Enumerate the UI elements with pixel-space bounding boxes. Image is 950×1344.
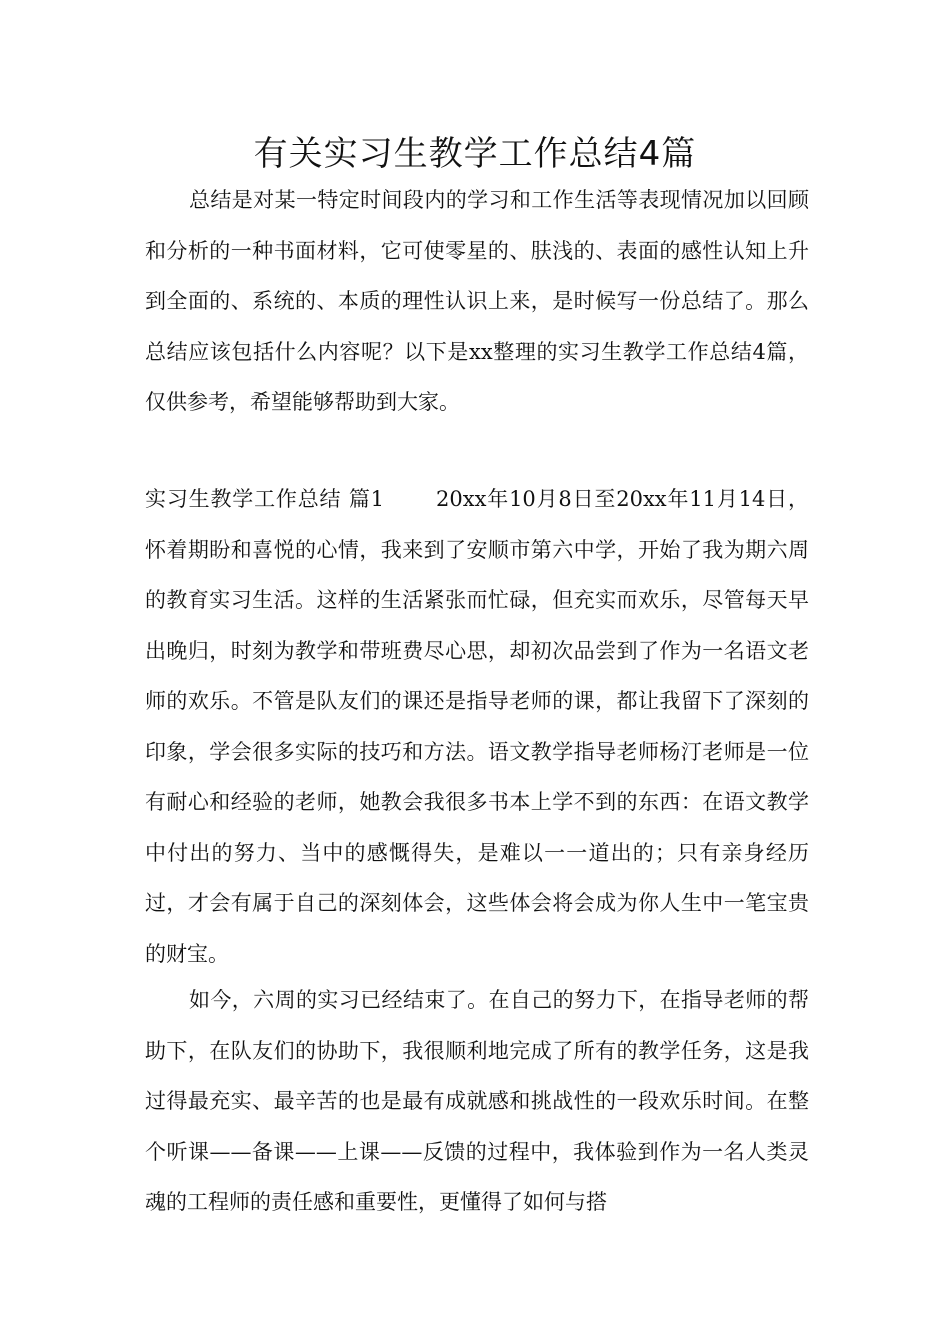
section-2-paragraph: 如今，六周的实习已经结束了。在自己的努力下，在指导老师的帮助下，在队友们的协助下，我很顺利地完成了所有的教学任务，这是我过得最充实、最辛苦的也是最有成就感和挑战性的一段欢乐时间。在整个听课——备课——上课——反馈的过程中，我体验到作为一名人类灵魂的工程师的责任感和重要性，更懂得了如何与搭: [145, 988, 809, 1214]
section-1-text: 20xx年10月8日至20xx年11月14日，怀着期盼和喜悦的心情，我来到了安顺市第六中学，开始了我为期六周的教育实习生活。这样的生活紧张而忙碌，但充实而欢乐，尽管每天早出晚归，时刻为教学和带班费尽心思，却初次品尝到了作为一名语文老师的欢乐。不管是队友们的课还是指导老师的课，都让我留下了深刻的印象，学会很多实际的技巧和方法。语文教学指导老师杨汀老师是一位有耐心和经验的老师，她教会我很多书本上学不到的东西：在语文教学中付出的努力、当中的感慨得失，是难以一一道出的；只有亲身经历过，才会有属于自己的深刻体会，这些体会将会成为你人生中一笔宝贵的财宝。: [145, 487, 809, 966]
intro-paragraph: 总结是对某一特定时间段内的学习和工作生活等表现情况加以回顾和分析的一种书面材料，它可使零星的、肤浅的、表面的感性认知上升到全面的、系统的、本质的理性认识上来，是时候写一份总结了。那么总结应该包括什么内容呢？以下是xx整理的实习生教学工作总结4篇，仅供参考，希望能够帮助到大家。: [145, 188, 809, 414]
section-1-heading: 实习生教学工作总结 篇1: [145, 487, 385, 511]
section-1-paragraph: [145, 474, 809, 979]
document-title: 有关实习生教学工作总结4篇: [253, 134, 697, 174]
